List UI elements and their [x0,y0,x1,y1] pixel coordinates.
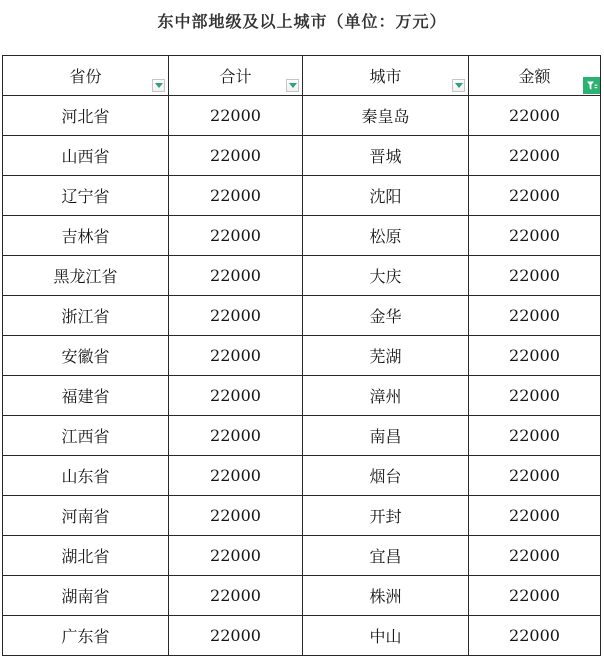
table-cell-province[interactable]: 江西省 [3,416,169,456]
table-cell-province[interactable]: 吉林省 [3,216,169,256]
table-row [3,416,601,456]
table-row [3,376,601,416]
table-cell-city[interactable]: 晋城 [303,136,469,176]
column-header-city [303,56,469,96]
table-cell-total[interactable]: 22000 [169,136,303,176]
table-cell-amount[interactable]: 22000 [469,176,601,216]
filter-dropdown-button[interactable] [452,79,465,92]
table-cell-city[interactable]: 大庆 [303,256,469,296]
table-cell-total[interactable]: 22000 [169,456,303,496]
table-cell-amount[interactable]: 22000 [469,456,601,496]
table-cell-province[interactable]: 山西省 [3,136,169,176]
table-cell-province[interactable]: 福建省 [3,376,169,416]
table-cell-province[interactable]: 山东省 [3,456,169,496]
table-cell-province[interactable]: 河北省 [3,96,169,136]
table-row [3,296,601,336]
table-row [3,136,601,176]
table-row [3,536,601,576]
table-cell-province[interactable]: 湖北省 [3,536,169,576]
table-row [3,576,601,616]
table-cell-amount[interactable]: 22000 [469,256,601,296]
table-cell-amount[interactable]: 22000 [469,336,601,376]
table-cell-city[interactable]: 烟台 [303,456,469,496]
table-row [3,256,601,296]
table-cell-city[interactable]: 秦皇岛 [303,96,469,136]
table-cell-total[interactable]: 22000 [169,496,303,536]
table-cell-province[interactable]: 安徽省 [3,336,169,376]
table-cell-total[interactable]: 22000 [169,176,303,216]
table-cell-province[interactable]: 湖南省 [3,576,169,616]
page-title: 东中部地级及以上城市（单位：万元） [157,14,447,31]
table-cell-city[interactable]: 金华 [303,296,469,336]
table-row [3,336,601,376]
filter-dropdown-button[interactable] [286,79,299,92]
column-header-label: 合计 [219,67,252,86]
table-cell-amount[interactable]: 22000 [469,576,601,616]
filter-dropdown-button[interactable] [152,79,165,92]
table-cell-amount[interactable]: 22000 [469,96,601,136]
table-cell-amount[interactable]: 22000 [469,296,601,336]
column-header-total [169,56,303,96]
table-cell-amount[interactable]: 22000 [469,136,601,176]
column-header-label: 金额 [518,67,551,86]
filter-active-funnel-icon[interactable] [583,77,600,94]
header-row [3,56,601,96]
table-cell-total[interactable]: 22000 [169,536,303,576]
table-cell-province[interactable]: 辽宁省 [3,176,169,216]
table-cell-total[interactable]: 22000 [169,296,303,336]
table-cell-total[interactable]: 22000 [169,336,303,376]
table-cell-total[interactable]: 22000 [169,216,303,256]
table-cell-city[interactable]: 南昌 [303,416,469,456]
table-cell-amount[interactable]: 22000 [469,416,601,456]
table-cell-city[interactable]: 中山 [303,616,469,656]
table-cell-city[interactable]: 漳州 [303,376,469,416]
table-cell-amount[interactable]: 22000 [469,536,601,576]
table-row [3,456,601,496]
table-cell-total[interactable]: 22000 [169,576,303,616]
table-cell-total[interactable]: 22000 [169,256,303,296]
triangle-down-icon [455,83,463,88]
data-table [2,55,601,656]
table-cell-amount[interactable]: 22000 [469,376,601,416]
column-header-amount [469,56,601,96]
table-cell-province[interactable]: 黑龙江省 [3,256,169,296]
table-row [3,176,601,216]
table-row [3,616,601,656]
table-cell-city[interactable]: 开封 [303,496,469,536]
table-cell-total[interactable]: 22000 [169,416,303,456]
table-cell-city[interactable]: 宜昌 [303,536,469,576]
column-header-label: 省份 [69,67,102,86]
table-cell-province[interactable]: 河南省 [3,496,169,536]
table-cell-amount[interactable]: 22000 [469,216,601,256]
table-cell-province[interactable]: 浙江省 [3,296,169,336]
table-row [3,216,601,256]
triangle-down-icon [289,83,297,88]
table-cell-city[interactable]: 株洲 [303,576,469,616]
table-cell-city[interactable]: 沈阳 [303,176,469,216]
column-header-province [3,56,169,96]
table-cell-total[interactable]: 22000 [169,376,303,416]
table-cell-total[interactable]: 22000 [169,616,303,656]
table-cell-city[interactable]: 芜湖 [303,336,469,376]
table-row [3,496,601,536]
table-cell-total[interactable]: 22000 [169,96,303,136]
table-cell-amount[interactable]: 22000 [469,496,601,536]
table-cell-province[interactable]: 广东省 [3,616,169,656]
table-row [3,96,601,136]
column-header-label: 城市 [369,67,402,86]
table-cell-city[interactable]: 松原 [303,216,469,256]
triangle-down-icon [155,83,163,88]
table-cell-amount[interactable]: 22000 [469,616,601,656]
